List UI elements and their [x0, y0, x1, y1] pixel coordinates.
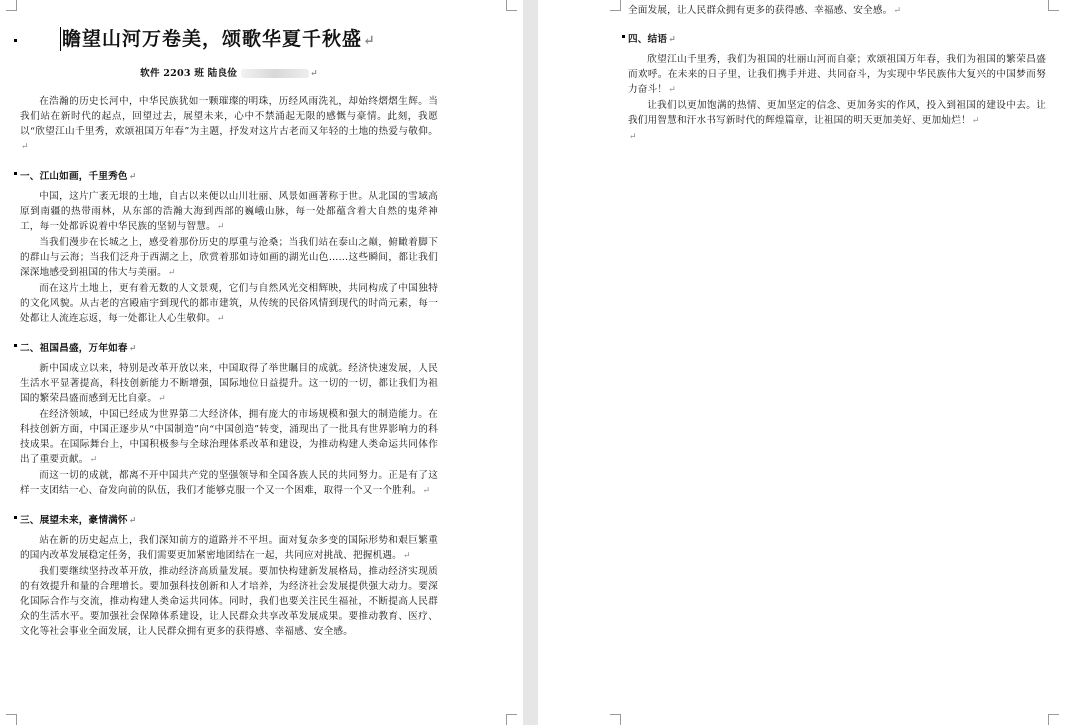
crop-mark [506, 0, 517, 11]
crop-mark [610, 0, 621, 11]
section-heading-4[interactable]: 四、结语↵ [628, 32, 1046, 48]
paragraph-mark-icon: ↵ [310, 69, 318, 79]
paragraph-mark-icon: ↵ [128, 516, 137, 526]
section-4-paragraph-2[interactable]: 让我们以更加饱满的热情、更加坚定的信念、更加务实的作风，投入到祖国的建设中去。让我们用智慧和汗水书写新时代的辉煌篇章，让祖国的明天更加美好、更加灿烂！↵ [628, 100, 1046, 126]
section-heading-3[interactable]: 三、展望未来，豪情满怀↵ [20, 513, 438, 529]
paragraph-mark-icon: ↵ [422, 486, 431, 496]
section-1-paragraph-2[interactable]: 当我们漫步在长城之上，感受着那份历史的厚重与沧桑；当我们站在泰山之巅，俯瞰着脚下的群山与云海；当我们泛舟于西湖之上，欣赏着那如诗如画的湖光山色……这些瞬间，都让我们深深地感受到祖国的伟大与美丽。↵ [20, 237, 438, 278]
section-4-paragraph-1[interactable]: 欣望江山千里秀，我们为祖国的壮丽山河而自豪；欢颂祖国万年春，我们为祖国的繁荣昌盛而欢呼。在未来的日子里，让我们携手并进、共同奋斗，为实现中华民族伟大复兴的中国梦而努力奋斗！↵ [628, 54, 1046, 95]
section-1-paragraph-3[interactable]: 而在这片土地上，更有着无数的人文景观，它们与自然风光交相辉映，共同构成了中国独特的文化风貌。从古老的宫殿庙宇到现代的都市建筑，从传统的民俗风情到现代的时尚元素，每一处都让人流连忘返，每一处都让人心生敬仰。↵ [20, 283, 438, 324]
crop-mark [6, 714, 17, 725]
page-content[interactable] [20, 24, 438, 637]
crop-mark [506, 714, 517, 725]
document-page-left [0, 0, 523, 725]
paragraph-mark-icon: ↵ [158, 394, 166, 404]
paragraph-mark-icon: ↵ [668, 85, 676, 95]
intro-paragraph[interactable]: 在浩瀚的历史长河中，中华民族犹如一颗璀璨的明珠，历经风雨洗礼，却始终熠熠生辉。当我们站在新时代的起点，回望过去，展望未来，心中不禁涌起无限的感慨与豪情。此刻，我愿以“欣望江山千里秀，欢颂祖国万年春”为主题，抒发对这片古老而又年轻的土地的热爱与敬仰。↵ [20, 96, 438, 152]
section-2-paragraph-2[interactable]: 在经济领域，中国已经成为世界第二大经济体，拥有庞大的市场规模和强大的制造能力。在科技创新方面，中国正逐步从“中国制造”向“中国创造”转变，涌现出了一批具有世界影响力的科技成果。在国际舞台上，中国积极参与全球治理体系改革和建设，为推动构建人类命运共同体作出了重要贡献。↵ [20, 409, 438, 465]
crop-mark [610, 714, 621, 725]
document-page-right [538, 0, 1065, 725]
paragraph-mark-icon: ↵ [893, 6, 902, 16]
paragraph-mark-icon: ↵ [363, 33, 376, 49]
section-1-paragraph-1[interactable]: 中国，这片广袤无垠的土地，自古以来便以山川壮丽、风景如画著称于世。从北国的雪域高原到南疆的热带雨林，从东部的浩瀚大海到西部的巍峨山脉，每一处都蕴含着大自然的鬼斧神工，每一处都诉说着中华民族的坚韧与智慧。↵ [20, 191, 438, 232]
section-3-paragraph-2[interactable]: 我们要继续坚持改革开放，推动经济高质量发展。要加快构建新发展格局，推动经济实现质的有效提升和量的合理增长。要加强科技创新和人才培养，为经济社会发展提供强大动力。要深化国际合作与交流，推动构建人类命运共同体。同时，我们也要关注民生福祉，不断提高人民群众的生活水平。要加强社会保障体系建设，让人民群众共享改革发展成果。要推动教育、医疗、文化等社会事业全面发展，让人民群众拥有更多的获得感、幸福感、安全感。 [20, 566, 438, 637]
paragraph-mark-icon: ↵ [128, 344, 137, 354]
crop-mark [1048, 0, 1059, 11]
section-heading-2[interactable]: 二、祖国昌盛，万年如春↵ [20, 341, 438, 357]
author-text: 软件 2203 班 陆良俭 [140, 68, 238, 79]
paragraph-mark-icon: ↵ [216, 222, 225, 232]
paragraph-mark-icon: ↵ [402, 551, 411, 561]
paragraph-mark-icon: ↵ [629, 132, 637, 142]
text-cursor [60, 27, 61, 51]
page-content-continued[interactable] [628, 3, 1046, 145]
section-heading-1[interactable]: 一、江山如画，千里秀色↵ [20, 169, 438, 185]
crop-mark [1048, 714, 1059, 725]
document-title[interactable] [62, 24, 438, 56]
crop-mark [6, 0, 17, 11]
paragraph-mark-icon: ↵ [167, 268, 176, 278]
empty-paragraph[interactable] [628, 129, 1046, 145]
paragraph-mark-icon: ↵ [89, 455, 98, 465]
section-3-paragraph-1[interactable]: 站在新的历史起点上，我们深知前方的道路并不平坦。面对复杂多变的国际形势和艰巨繁重的国内改革发展稳定任务，我们需要更加紧密地团结在一起，共同应对挑战、把握机遇。↵ [20, 535, 438, 561]
author-line[interactable] [20, 66, 438, 82]
paragraph-mark-icon: ↵ [216, 314, 225, 324]
paragraph-mark-icon: ↵ [971, 116, 980, 126]
redacted-blur [241, 69, 309, 78]
paragraph-mark-icon: ↵ [668, 35, 676, 45]
section-3-paragraph-2-continued[interactable]: 全面发展，让人民群众拥有更多的获得感、幸福感、安全感。↵ [628, 5, 902, 16]
paragraph-mark-icon: ↵ [128, 172, 137, 182]
section-2-paragraph-1[interactable]: 新中国成立以来，特别是改革开放以来，中国取得了举世瞩目的成就。经济快速发展，人民生活水平显著提高，科技创新能力不断增强，国际地位日益提升。这一切的一切，都让我们为祖国的繁荣昌盛而感到无比自豪。↵ [20, 363, 438, 404]
bullet-dot [14, 39, 17, 42]
section-2-paragraph-3[interactable]: 而这一切的成就，都离不开中国共产党的坚强领导和全国各族人民的共同努力。正是有了这样一支团结一心、奋发向前的队伍，我们才能够克服一个又一个困难，取得一个又一个胜利。↵ [20, 470, 438, 496]
document-title-text: 瞻望山河万卷美，颂歌华夏千秋盛 [62, 28, 363, 50]
paragraph-mark-icon: ↵ [21, 142, 29, 152]
